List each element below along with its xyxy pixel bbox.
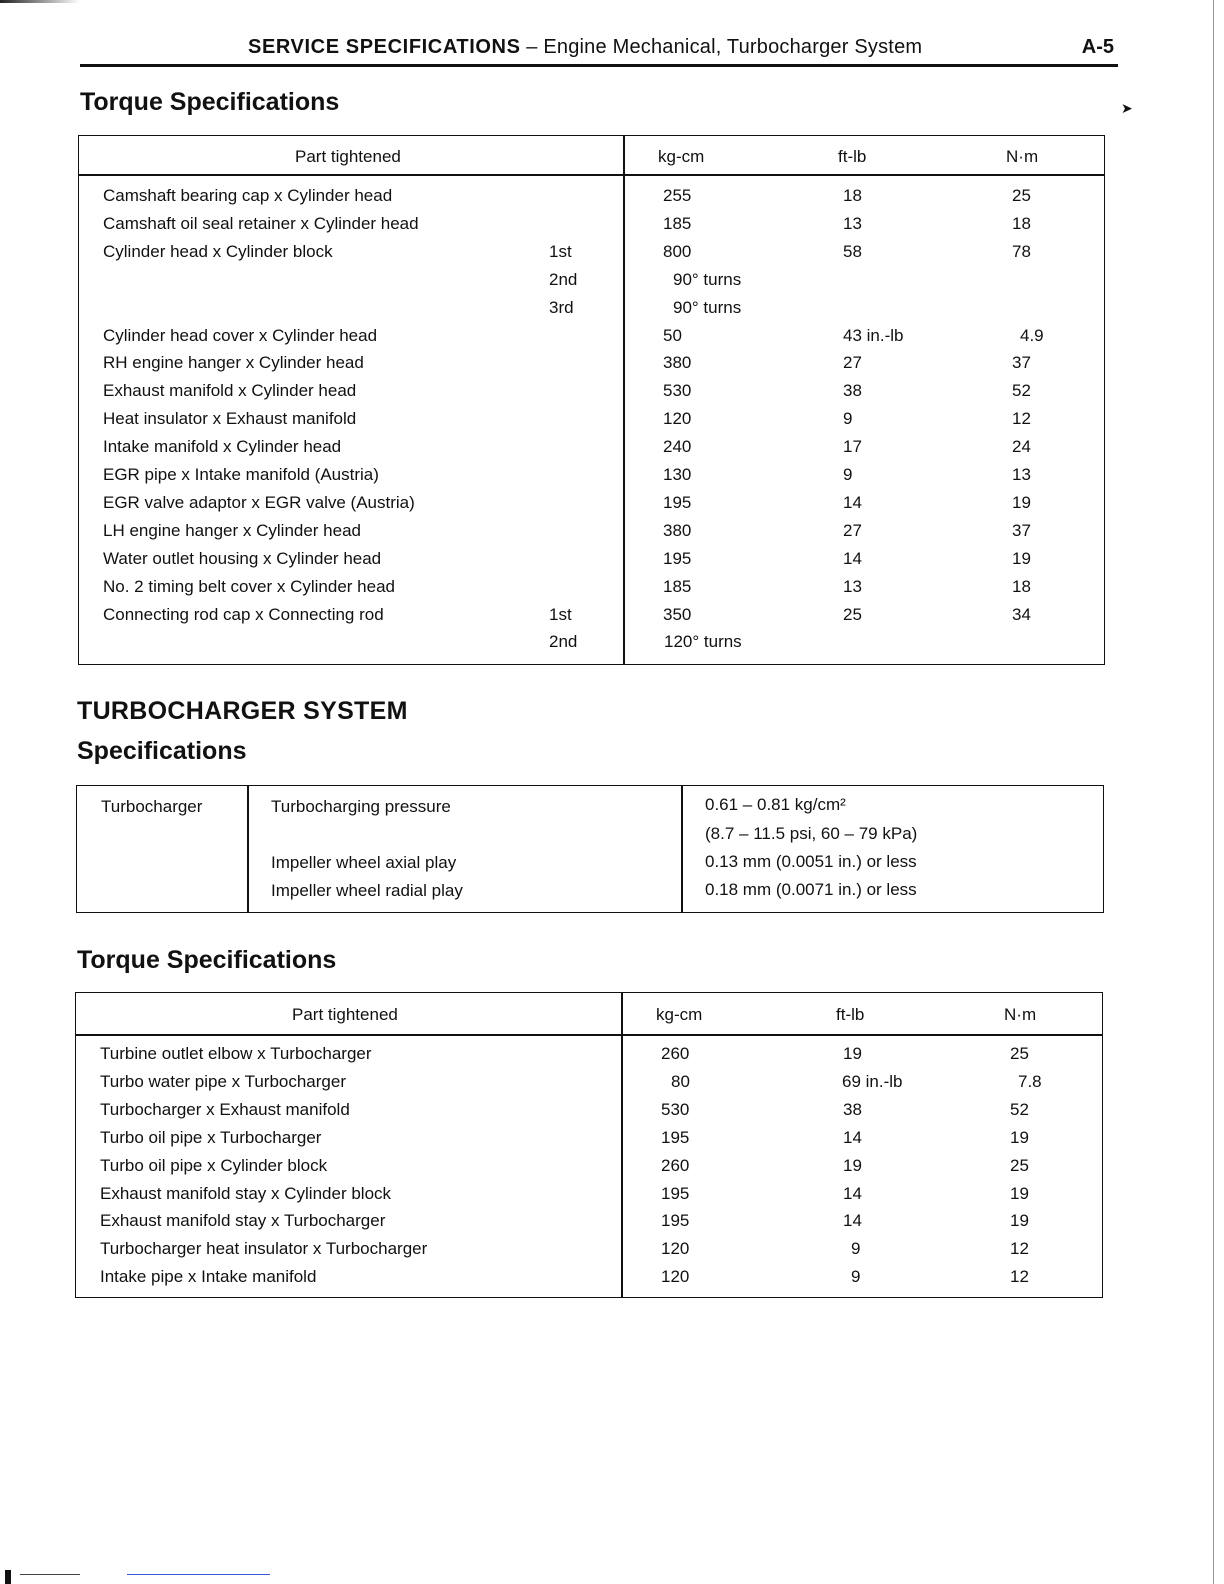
table-column-rule <box>681 785 683 913</box>
table-cell-part: LH engine hanger x Cylinder head <box>103 521 362 540</box>
table-cell-kgcm: 185 <box>663 577 692 596</box>
table-cell-nm: 78 <box>1012 242 1031 261</box>
table-cell-kgcm: 80 <box>671 1072 690 1091</box>
table-cell-part: Camshaft oil seal retainer x Cylinder head <box>103 214 419 233</box>
table-cell-kgcm: 240 <box>663 437 692 456</box>
table-cell-kgcm: 185 <box>663 214 692 233</box>
table-cell-part: Heat insulator x Exhaust manifold <box>103 409 357 428</box>
scan-mark <box>5 1570 11 1584</box>
table-cell-nm: 12 <box>1010 1267 1029 1286</box>
table-cell-step: 2nd <box>549 270 578 289</box>
table-cell-kgcm: 195 <box>663 493 692 512</box>
table-cell-ftlb: 38 <box>843 381 862 400</box>
table-cell-kgcm: 255 <box>663 186 692 205</box>
table-cell-part: Turbo oil pipe x Cylinder block <box>100 1156 328 1175</box>
table-cell-ftlb: 9 <box>851 1267 861 1286</box>
table-cell-nm: 19 <box>1012 493 1031 512</box>
table-cell-ftlb: 14 <box>843 549 862 568</box>
scan-mark <box>0 0 80 3</box>
spec-item-name: Impeller wheel axial play <box>271 853 457 872</box>
spec-item-value: 0.13 mm (0.0051 in.) or less <box>705 852 917 871</box>
table-cell-ftlb: 18 <box>843 186 862 205</box>
table-header-rule <box>78 174 1105 176</box>
table-column-rule <box>623 135 625 665</box>
table-cell-part: Water outlet housing x Cylinder head <box>103 549 382 568</box>
table-cell-part: EGR valve adaptor x EGR valve (Austria) <box>103 493 415 512</box>
table-cell-ftlb: 14 <box>843 1184 862 1203</box>
table-cell-ftlb: 19 <box>843 1156 862 1175</box>
table-cell-nm: 19 <box>1010 1128 1029 1147</box>
table-cell-part: Connecting rod cap x Connecting rod <box>103 605 384 624</box>
table-cell-nm: 18 <box>1012 214 1031 233</box>
table-cell-nm: 19 <box>1012 549 1031 568</box>
table-cell-ftlb: 9 <box>843 409 853 428</box>
table-cell-part: Turbo oil pipe x Turbocharger <box>100 1128 322 1147</box>
table-cell-kgcm: 90° turns <box>673 270 742 289</box>
table-border <box>76 785 1104 913</box>
spec-item-value: (8.7 – 11.5 psi, 60 – 79 kPa) <box>705 824 918 843</box>
page-header <box>80 34 1118 64</box>
table-cell-ftlb: 38 <box>843 1100 862 1119</box>
table-cell-ftlb: 43 in.-lb <box>843 326 904 345</box>
page-number: A-5 <box>1081 36 1114 58</box>
table-cell-ftlb: 27 <box>843 521 862 540</box>
table-cell-kgcm: 195 <box>663 549 692 568</box>
table-cell-kgcm: 120 <box>661 1267 690 1286</box>
table-cell-kgcm: 800 <box>663 242 692 261</box>
table-column-rule <box>621 992 623 1298</box>
spec-item-value: 0.61 – 0.81 kg/cm² <box>705 795 846 814</box>
table-cell-kgcm: 90° turns <box>673 298 742 317</box>
table-cell-ftlb: 14 <box>843 1128 862 1147</box>
table-cell-part: Turbine outlet elbow x Turbocharger <box>100 1044 372 1063</box>
table-cell-kgcm: 195 <box>661 1128 690 1147</box>
table-cell-part: Camshaft bearing cap x Cylinder head <box>103 186 393 205</box>
table-cell-nm: 19 <box>1010 1211 1029 1230</box>
table-cell-ftlb: 9 <box>851 1239 861 1258</box>
table-cell-part: No. 2 timing belt cover x Cylinder head <box>103 577 395 596</box>
table-cell-nm: 4.9 <box>1020 326 1044 345</box>
table-header-rule <box>75 1034 1103 1036</box>
column-header-kgcm: kg-cm <box>658 147 705 166</box>
column-header-part: Part tightened <box>295 147 401 166</box>
spec-item-name: Impeller wheel radial play <box>271 881 463 900</box>
table-cell-part: Turbocharger x Exhaust manifold <box>100 1100 350 1119</box>
scan-line <box>127 1574 270 1575</box>
table-cell-kgcm: 350 <box>663 605 692 624</box>
table-cell-nm: 25 <box>1010 1044 1029 1063</box>
table-cell-kgcm: 130 <box>663 465 692 484</box>
table-cell-kgcm: 195 <box>661 1184 690 1203</box>
table-cell-step: 3rd <box>549 298 574 317</box>
table-cell-nm: 52 <box>1010 1100 1029 1119</box>
column-header-part: Part tightened <box>292 1005 398 1024</box>
table-cell-ftlb: 9 <box>843 465 853 484</box>
column-header-ftlb: ft-lb <box>836 1005 865 1024</box>
table-cell-part: EGR pipe x Intake manifold (Austria) <box>103 465 379 484</box>
column-header-nm: N·m <box>1006 147 1039 166</box>
section-heading-torque: Torque Specifications <box>77 946 337 974</box>
table-cell-kgcm: 380 <box>663 353 692 372</box>
table-cell-kgcm: 195 <box>661 1211 690 1230</box>
table-cell-ftlb: 19 <box>843 1044 862 1063</box>
table-cell-part: Turbo water pipe x Turbocharger <box>100 1072 346 1091</box>
table-cell-nm: 24 <box>1012 437 1031 456</box>
table-cell-nm: 13 <box>1012 465 1031 484</box>
table-cell-ftlb: 13 <box>843 214 862 233</box>
table-cell-part: Exhaust manifold stay x Turbocharger <box>100 1211 386 1230</box>
table-cell-nm: 37 <box>1012 521 1031 540</box>
spec-component: Turbocharger <box>101 797 203 816</box>
table-cell-ftlb: 14 <box>843 493 862 512</box>
table-cell-kgcm: 120 <box>661 1239 690 1258</box>
table-cell-nm: 25 <box>1012 186 1031 205</box>
table-cell-nm: 7.8 <box>1018 1072 1042 1091</box>
table-cell-step: 1st <box>549 605 572 624</box>
table-cell-kgcm: 380 <box>663 521 692 540</box>
table-cell-step: 1st <box>549 242 572 261</box>
table-cell-nm: 52 <box>1012 381 1031 400</box>
scan-line <box>20 1574 80 1575</box>
table-cell-kgcm: 260 <box>661 1044 690 1063</box>
table-cell-nm: 37 <box>1012 353 1031 372</box>
table-cell-part: Cylinder head cover x Cylinder head <box>103 326 378 345</box>
column-header-ftlb: ft-lb <box>838 147 867 166</box>
table-cell-ftlb: 17 <box>843 437 862 456</box>
section-heading-torque: Torque Specifications <box>80 88 340 116</box>
page-edge <box>1213 0 1214 1584</box>
table-cell-kgcm: 530 <box>663 381 692 400</box>
table-cell-part: Turbocharger heat insulator x Turbocharger <box>100 1239 428 1258</box>
table-cell-nm: 19 <box>1010 1184 1029 1203</box>
table-cell-ftlb: 58 <box>843 242 862 261</box>
section-heading-turbocharger: TURBOCHARGER SYSTEM <box>77 697 408 725</box>
table-cell-ftlb: 13 <box>843 577 862 596</box>
table-cell-nm: 12 <box>1012 409 1031 428</box>
page-title: SERVICE SPECIFICATIONS – Engine Mechanical, Turbocharger System <box>248 36 923 58</box>
arrow-icon: ➤ <box>1121 100 1133 116</box>
table-cell-ftlb: 14 <box>843 1211 862 1230</box>
spec-item-name: Turbocharging pressure <box>271 797 451 816</box>
table-column-rule <box>247 785 249 913</box>
table-cell-kgcm: 50 <box>663 326 682 345</box>
table-cell-nm: 34 <box>1012 605 1031 624</box>
table-cell-kgcm: 260 <box>661 1156 690 1175</box>
table-cell-part: RH engine hanger x Cylinder head <box>103 353 364 372</box>
table-cell-kgcm: 530 <box>661 1100 690 1119</box>
table-cell-step: 2nd <box>549 632 578 651</box>
spec-item-value: 0.18 mm (0.0071 in.) or less <box>705 880 917 899</box>
table-cell-ftlb: 27 <box>843 353 862 372</box>
column-header-kgcm: kg-cm <box>656 1005 703 1024</box>
column-header-nm: N·m <box>1004 1005 1037 1024</box>
table-cell-part: Exhaust manifold x Cylinder head <box>103 381 357 400</box>
table-cell-part: Intake pipe x Intake manifold <box>100 1267 317 1286</box>
header-rule <box>80 64 1118 67</box>
table-cell-part: Intake manifold x Cylinder head <box>103 437 342 456</box>
table-cell-nm: 25 <box>1010 1156 1029 1175</box>
table-cell-part: Exhaust manifold stay x Cylinder block <box>100 1184 392 1203</box>
table-cell-kgcm: 120 <box>663 409 692 428</box>
section-heading-specifications: Specifications <box>77 737 247 765</box>
table-cell-ftlb: 25 <box>843 605 862 624</box>
table-cell-nm: 12 <box>1010 1239 1029 1258</box>
table-cell-nm: 18 <box>1012 577 1031 596</box>
table-cell-part: Cylinder head x Cylinder block <box>103 242 333 261</box>
table-cell-ftlb: 69 in.-lb <box>842 1072 903 1091</box>
table-cell-kgcm: 120° turns <box>664 632 742 651</box>
